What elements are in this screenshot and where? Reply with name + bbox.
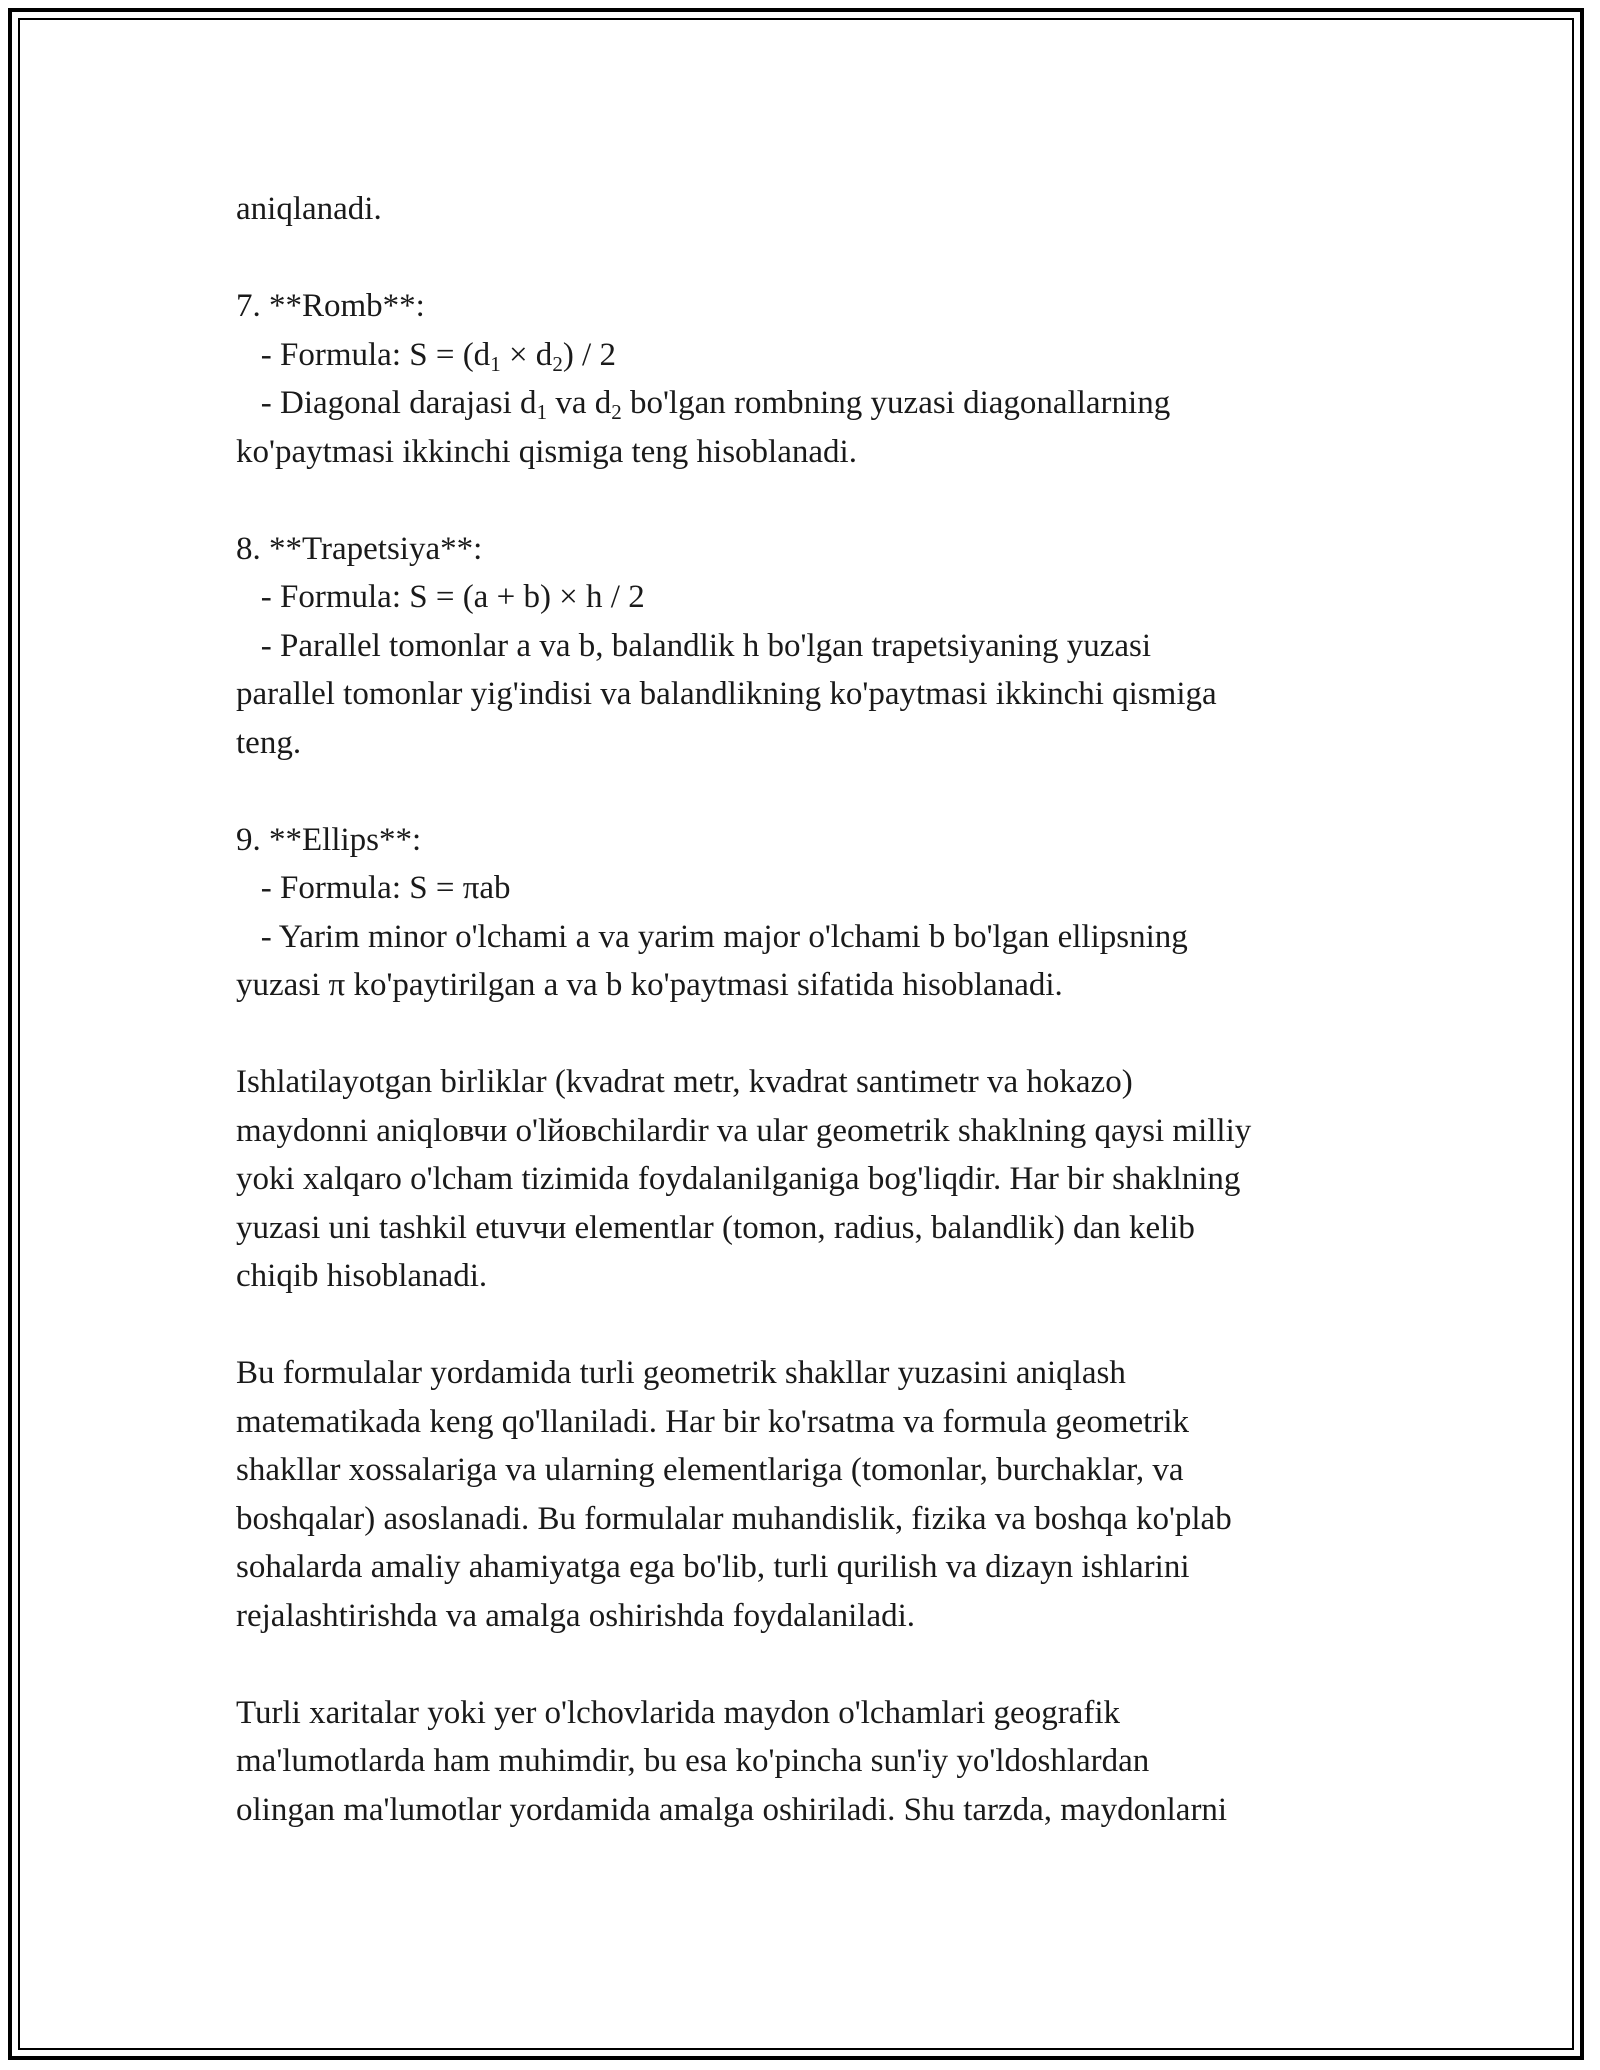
ellips-formula: - Formula: S = πab <box>236 870 511 906</box>
paragraph1-line: Ishlatilayotgan birliklar (kvadrat metr, kvadrat santimetr va hokazo) <box>236 1064 1133 1100</box>
paragraph3-line: Turli xaritalar yoki yer o'lchovlarida maydon o'lchamlari geografik <box>236 1694 1120 1731</box>
romb-desc-sub2: 2 <box>611 400 622 424</box>
trapetsiya-heading: 8. **Trapetsiya**: <box>236 530 483 567</box>
paragraph3-line: olingan ma'lumotlar yordamida amalga oshiriladi. Shu tarzda, maydonlarni <box>236 1791 1228 1828</box>
romb-formula-sub2: 2 <box>552 351 563 376</box>
document-body <box>236 185 1396 1834</box>
blank-line <box>236 1010 1396 1059</box>
blank-line <box>236 1640 1396 1689</box>
blank-line <box>236 234 1396 283</box>
paragraph3-line: ma'lumotlarda ham muhimdir, bu esa ko'pincha sun'iy yo'ldoshlardan <box>236 1743 1150 1779</box>
ellips-desc-line2: yuzasi π ko'paytirilgan a va b ko'paytmasi sifatida hisoblanadi. <box>236 967 1063 1003</box>
romb-desc-mid: va d <box>547 385 612 421</box>
trapetsiya-desc-line2: parallel tomonlar yig'indisi va balandlikning ko'paytmasi ikkinchi qismiga <box>236 676 1217 712</box>
romb-formula <box>236 331 1396 380</box>
paragraph2-line: matematikada keng qo'llaniladi. Har bir ko'rsatma va formula geometrik <box>236 1403 1189 1440</box>
romb-formula-prefix: - Formula: S = (d <box>236 336 491 373</box>
paragraph2-line: boshqalar) asoslanadi. Bu formulalar muhandislik, fizika va boshqa ko'plab <box>236 1500 1232 1537</box>
blank-line <box>236 476 1396 525</box>
paragraph1-line: yuzasi uni tashkil etuvчи elementlar (tomon, radius, balandlik) dan kelib <box>236 1209 1195 1246</box>
romb-formula-mid: × d <box>500 336 553 373</box>
paragraph2-line: rejalashtirishda va amalga oshirishda foydalaniladi. <box>236 1597 916 1634</box>
trapetsiya-formula: - Formula: S = (a + b) × h / 2 <box>236 579 645 615</box>
paragraph2-line: Bu formulalar yordamida turli geometrik shakllar yuzasini aniqlash <box>236 1355 1126 1391</box>
romb-desc-prefix: - Diagonal darajasi d <box>236 385 537 421</box>
romb-heading: 7. **Romb**: <box>236 288 425 324</box>
blank-line <box>236 767 1396 816</box>
blank-line <box>236 1301 1396 1350</box>
paragraph1-line: yoki xalqaro o'lcham tizimida foydalanilganiga bog'liqdir. Har bir shaklning <box>236 1161 1241 1197</box>
paragraph2-line: sohalarda amaliy ahamiyatga ega bo'lib, turli qurilish va dizayn ishlarini <box>236 1549 1190 1585</box>
ellips-desc-line1: - Yarim minor o'lchami a va yarim major o'lchami b bo'lgan ellipsning <box>236 918 1188 955</box>
trapetsiya-desc-line3: teng. <box>236 724 302 761</box>
paragraph1-line: chiqib hisoblanadi. <box>236 1258 488 1294</box>
trapetsiya-desc-line1: - Parallel tomonlar a va b, balandlik h bo'lgan trapetsiyaning yuzasi <box>236 627 1152 664</box>
paragraph2-line: shakllar xossalariga va ularning elementlariga (tomonlar, burchaklar, va <box>236 1452 1184 1488</box>
romb-desc-sub1: 1 <box>536 400 548 424</box>
paragraph1-line: maydonni aniqlовчи o'lйовchilardir va ular geometrik shaklning qaysi milliy <box>236 1112 1252 1149</box>
ellips-heading: 9. **Ellips**: <box>236 821 422 858</box>
romb-desc-suffix: bo'lgan rombning yuzasi diagonallarning <box>621 385 1171 421</box>
romb-desc-line2: ko'paytmasi ikkinchi qismiga teng hisoblanadi. <box>236 433 857 470</box>
romb-desc-line1 <box>236 379 1396 428</box>
intro-tail-line: aniqlanadi. <box>236 191 382 227</box>
romb-formula-suffix: ) / 2 <box>562 336 616 373</box>
romb-formula-sub1: 1 <box>490 351 501 376</box>
